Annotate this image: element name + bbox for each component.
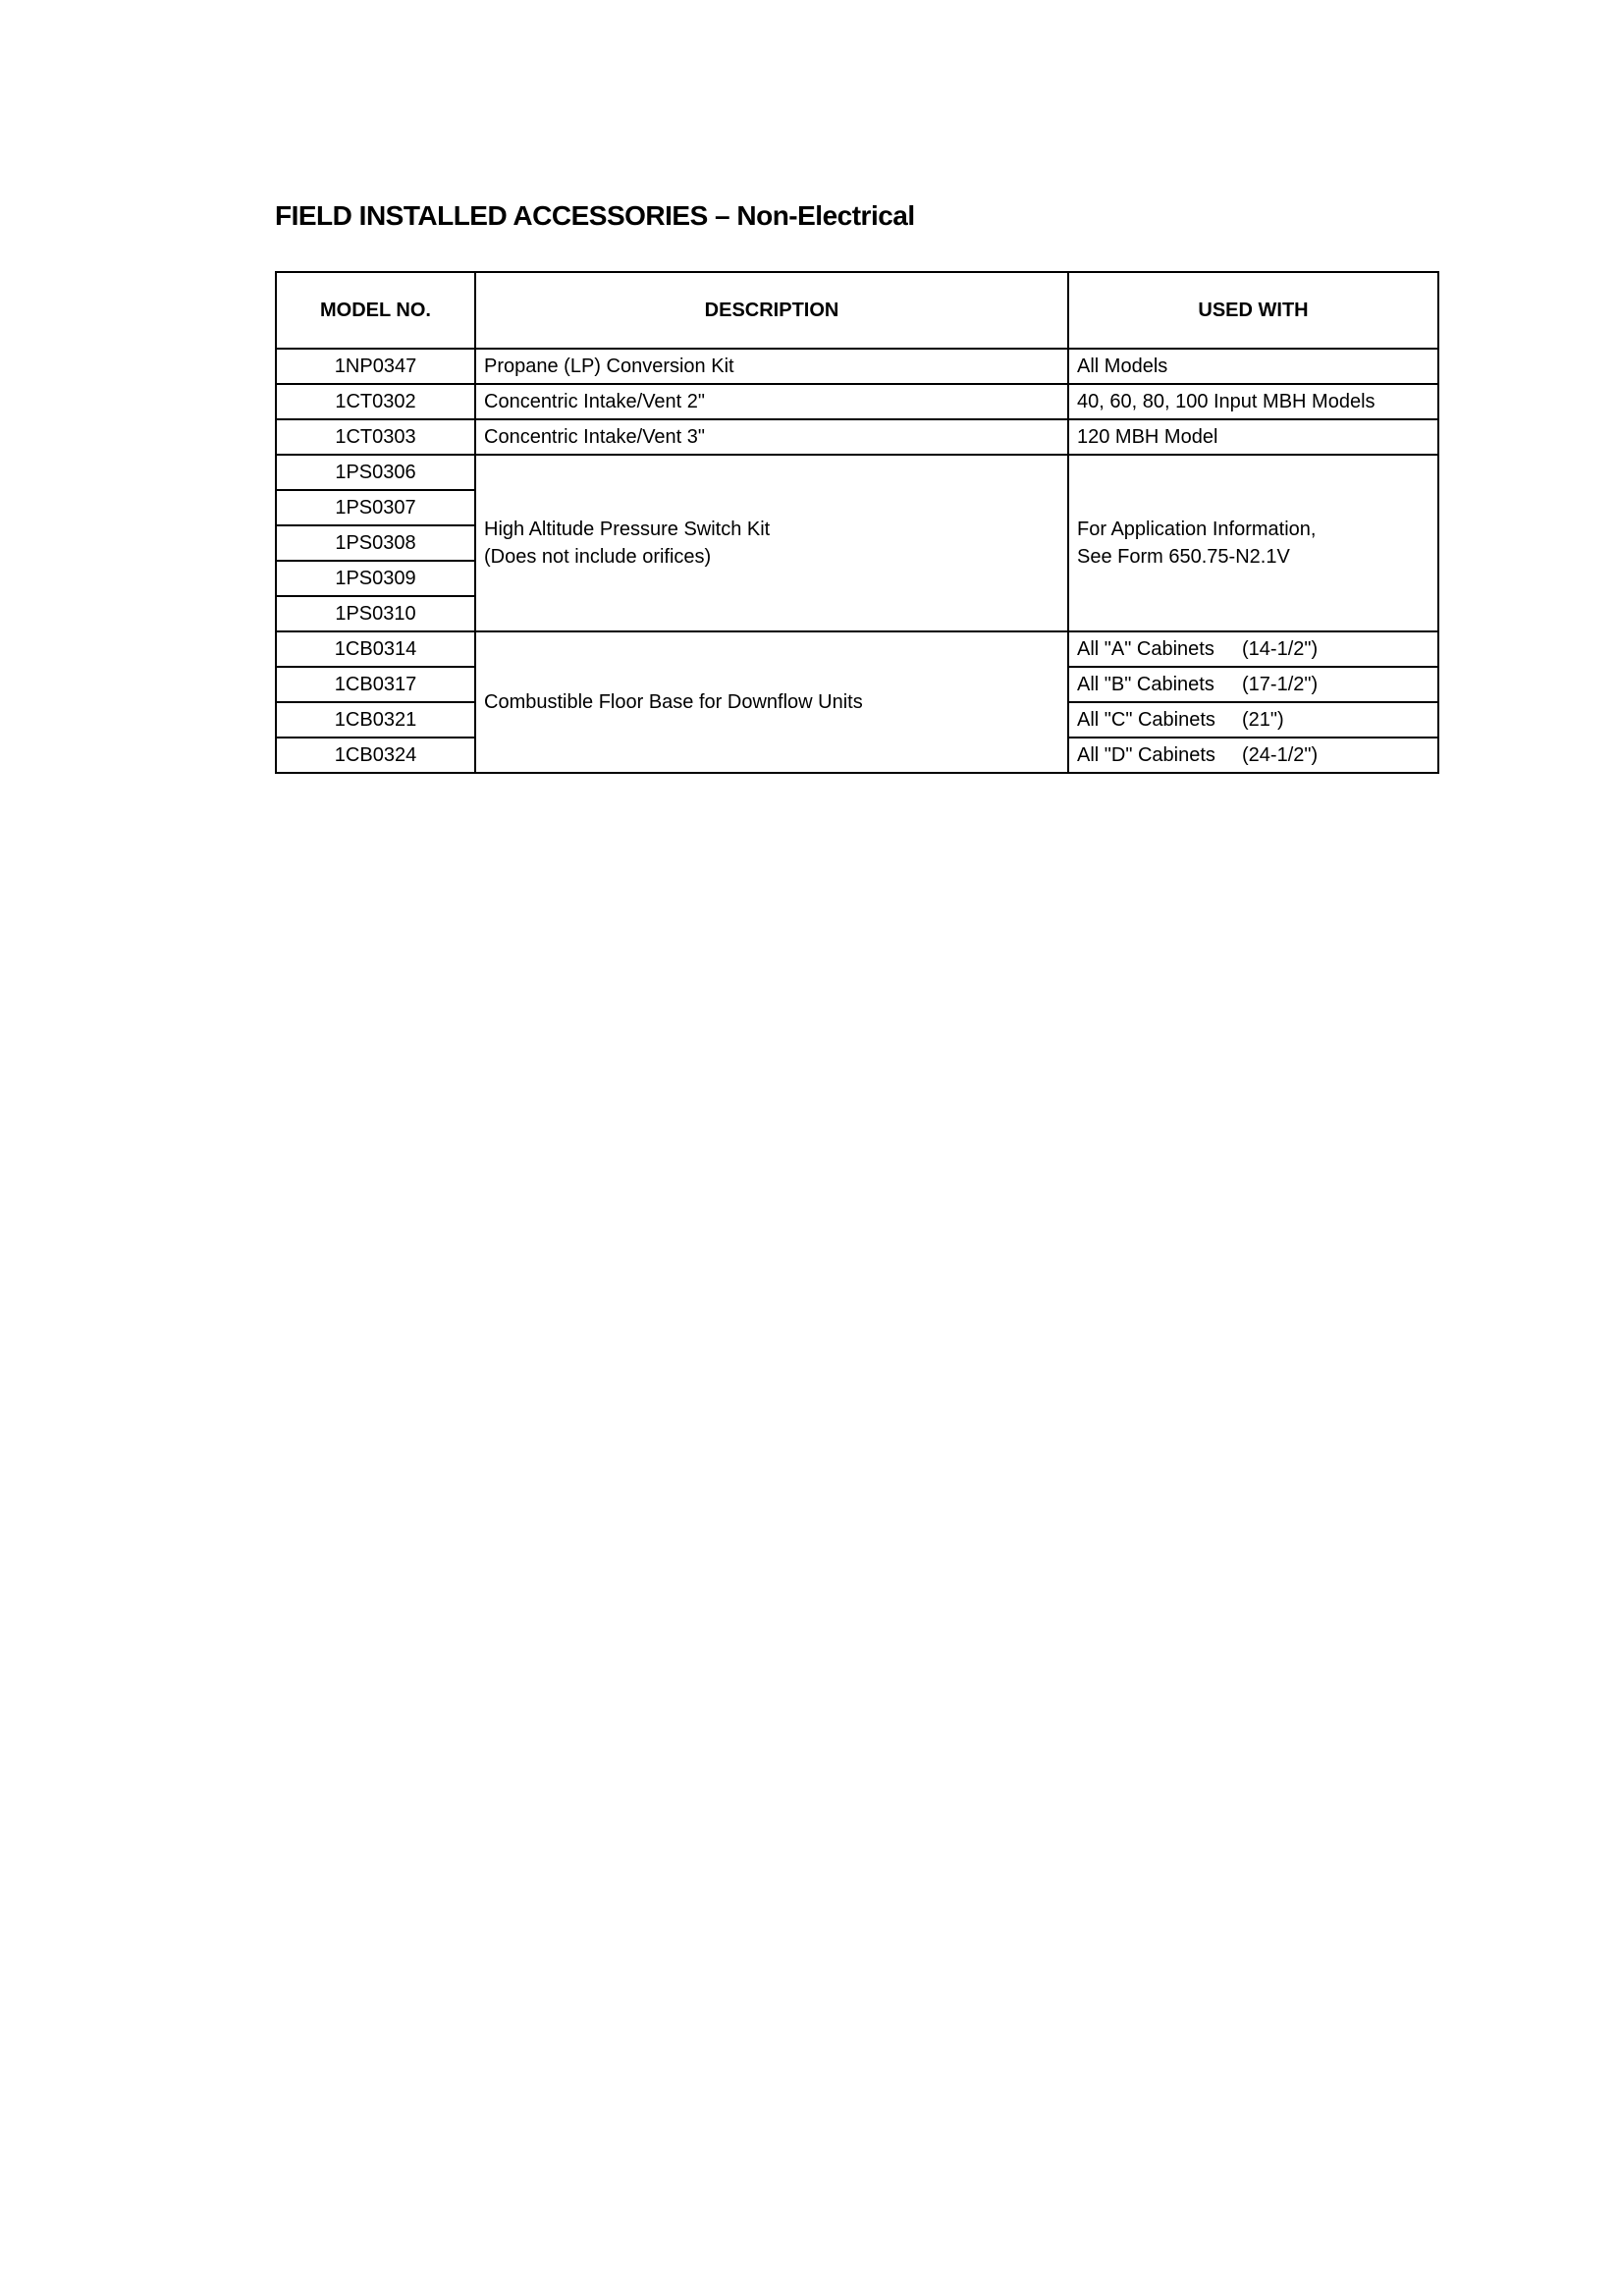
used-with-cell	[1068, 667, 1438, 702]
used-with-line: For Application Information,	[1077, 519, 1317, 540]
cabinet-label: All "B" Cabinets	[1077, 673, 1214, 695]
description-cell: Concentric Intake/Vent 2"	[475, 384, 1068, 419]
table-row	[276, 384, 1438, 419]
model-cell: 1CT0303	[276, 419, 475, 455]
description-line: High Altitude Pressure Switch Kit	[484, 519, 771, 540]
model-cell: 1PS0306	[276, 455, 475, 490]
table-header-row	[276, 272, 1438, 349]
header-used-with: USED WITH	[1068, 272, 1438, 349]
model-cell: 1NP0347	[276, 349, 475, 384]
cabinet-label: All "A" Cabinets	[1077, 637, 1214, 660]
used-with-cell: 120 MBH Model	[1068, 419, 1438, 455]
used-with-line: See Form 650.75-N2.1V	[1077, 546, 1290, 568]
used-with-cell	[1068, 702, 1438, 738]
model-cell: 1PS0307	[276, 490, 475, 525]
used-with-cell: 40, 60, 80, 100 Input MBH Models	[1068, 384, 1438, 419]
cabinet-size: (14-1/2")	[1242, 637, 1319, 660]
page-title: FIELD INSTALLED ACCESSORIES – Non-Electrical	[275, 200, 915, 231]
description-line: (Does not include orifices)	[484, 546, 712, 568]
model-cell: 1CT0302	[276, 384, 475, 419]
table-row	[276, 349, 1438, 384]
used-with-cell	[1068, 738, 1438, 773]
model-cell: 1CB0324	[276, 738, 475, 773]
used-with-cell	[1068, 631, 1438, 667]
table-row	[276, 631, 1438, 667]
pressure-switch-used-with-cell	[1068, 455, 1438, 631]
model-cell: 1CB0314	[276, 631, 475, 667]
model-cell: 1CB0321	[276, 702, 475, 738]
accessories-table	[275, 271, 1439, 774]
cabinet-size: (24-1/2")	[1242, 743, 1319, 766]
cabinet-size: (21")	[1242, 708, 1284, 731]
description-cell: Propane (LP) Conversion Kit	[475, 349, 1068, 384]
pressure-switch-description-cell	[475, 455, 1068, 631]
model-cell: 1PS0308	[276, 525, 475, 561]
table-row	[276, 455, 1438, 490]
cabinet-size: (17-1/2")	[1242, 673, 1319, 695]
model-cell: 1CB0317	[276, 667, 475, 702]
floor-base-description-cell: Combustible Floor Base for Downflow Units	[475, 631, 1068, 773]
model-cell: 1PS0309	[276, 561, 475, 596]
description-cell: Concentric Intake/Vent 3"	[475, 419, 1068, 455]
header-model-no: MODEL NO.	[276, 272, 475, 349]
header-description: DESCRIPTION	[475, 272, 1068, 349]
cabinet-label: All "C" Cabinets	[1077, 708, 1215, 731]
cabinet-label: All "D" Cabinets	[1077, 743, 1215, 766]
table-row	[276, 419, 1438, 455]
used-with-cell: All Models	[1068, 349, 1438, 384]
model-cell: 1PS0310	[276, 596, 475, 631]
